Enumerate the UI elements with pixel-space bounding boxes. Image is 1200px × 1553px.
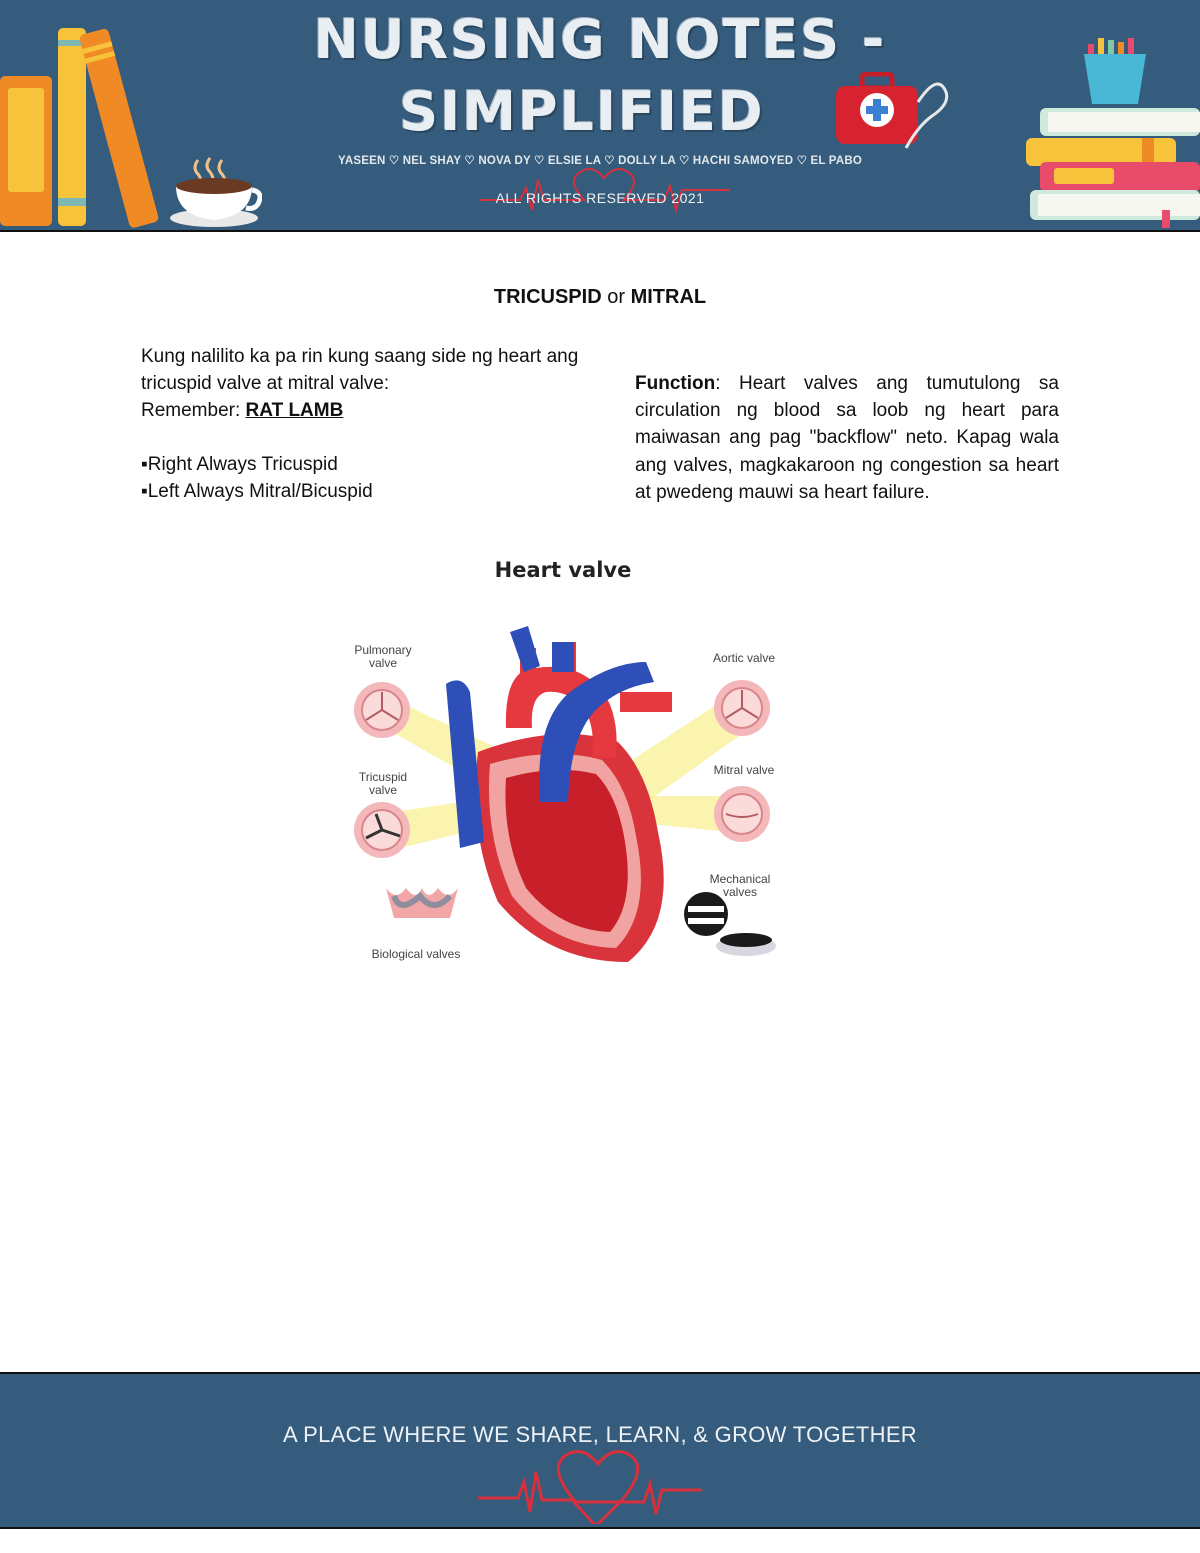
label-aortic-valve: Aortic valve — [712, 651, 776, 665]
label-tricuspid-valve: Tricuspid valve — [358, 770, 408, 797]
title-tricuspid: TRICUSPID — [493, 286, 602, 308]
intro-text: Kung nalilito ka pa rin kung saang side ng heart ang tricuspid valve at mitral valve: — [141, 346, 579, 394]
label-mitral-valve: Mitral valve — [713, 763, 775, 777]
banner-title-line1: NURSING NOTES - — [313, 8, 887, 71]
author-names: YASEEN ♡ NEL SHAY ♡ NOVA DY ♡ ELSIE LA ♡ DOLLY LA ♡ HACHI SAMOYED ♡ EL PABO — [338, 155, 862, 167]
figure-title: Heart valve — [494, 558, 632, 582]
bullet-left: ▪Left Always Mitral/Bicuspid — [141, 481, 373, 502]
bullet-right: ▪Right Always Tricuspid — [141, 454, 338, 475]
remember-line — [141, 397, 581, 424]
title-mitral: MITRAL — [630, 286, 707, 308]
mnemonic-column — [141, 343, 581, 505]
rights-reserved: ALL RIGHTS RESERVED 2021 — [495, 190, 705, 206]
label-pulmonary-valve: Pulmonary valve — [354, 643, 412, 670]
mnemonic-text: RAT LAMB — [245, 400, 344, 421]
function-text: : Heart valves ang tumutulong sa circulation ng blood sa loob ng heart para maiwasan ang pag "backflow" neto. Kapag wala ang valves, magkakaroon ng congestion sa heart at pwedeng mauwi sa heart failure. — [635, 373, 1059, 503]
heart-valve-figure — [330, 552, 810, 972]
title-or: or — [607, 286, 626, 308]
header-banner — [0, 0, 1200, 232]
heart-diagram — [330, 552, 810, 972]
function-label: Function — [635, 373, 716, 394]
label-mechanical-valves: Mechanical valves — [709, 872, 771, 899]
footer-banner — [0, 1372, 1200, 1529]
banner-title-line2: SIMPLIFIED — [399, 80, 765, 143]
heartbeat-line-icon — [480, 158, 730, 218]
heartbeat-heart-icon — [478, 1446, 718, 1524]
remember-label: Remember: — [141, 400, 241, 421]
page-title — [0, 286, 1200, 309]
function-paragraph — [635, 370, 1059, 506]
label-biological-valves: Biological valves — [371, 947, 461, 961]
footer-tagline: A PLACE WHERE WE SHARE, LEARN, & GROW TOGETHER — [283, 1422, 917, 1447]
